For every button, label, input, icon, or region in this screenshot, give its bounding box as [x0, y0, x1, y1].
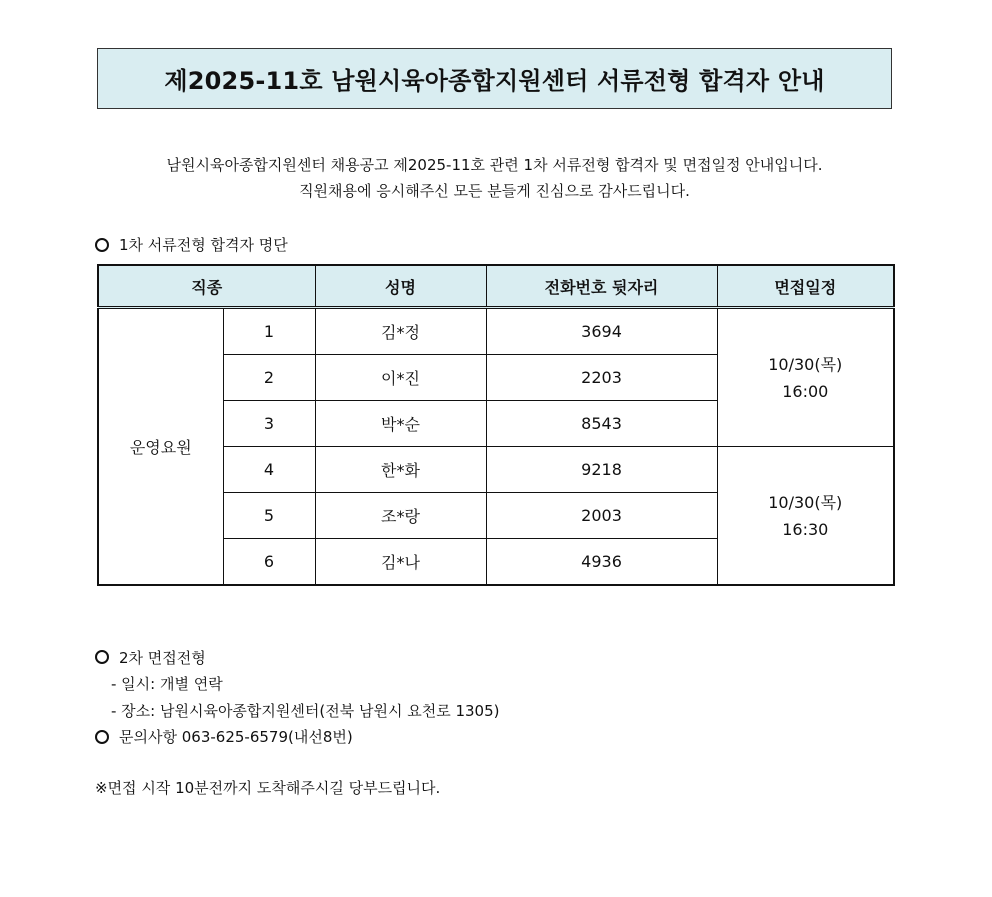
row-number: 3	[223, 401, 315, 447]
contact-line	[95, 724, 499, 751]
intro-text	[97, 152, 892, 204]
section-2-heading	[95, 644, 499, 671]
interview-place-line: - 장소: 남원시육아종합지원센터(전북 남원시 요천로 1305)	[111, 701, 500, 720]
job-type-cell: 운영요원	[98, 308, 223, 586]
schedule-date: 10/30(목)	[768, 492, 843, 512]
row-number: 5	[223, 493, 315, 539]
applicant-name: 박*순	[315, 401, 486, 447]
row-number: 6	[223, 539, 315, 586]
row-number: 2	[223, 355, 315, 401]
table-row	[98, 308, 894, 355]
schedule-date: 10/30(목)	[768, 354, 843, 374]
header-interview: 면접일정	[717, 265, 894, 308]
phone-suffix: 2203	[486, 355, 717, 401]
intro-line-1: 남원시육아종합지원센터 채용공고 제2025-11호 관련 1차 서류전형 합격자 및 면접일정 안내입니다.	[166, 156, 823, 174]
section-1-heading-label: 1차 서류전형 합격자 명단	[119, 236, 288, 254]
header-phone: 전화번호 뒷자리	[486, 265, 717, 308]
circle-bullet-icon	[95, 730, 109, 744]
section-2-heading-label: 2차 면접전형	[119, 648, 206, 667]
page-title: 제2025-11호 남원시육아종합지원센터 서류전형 합격자 안내	[97, 48, 892, 109]
row-number: 4	[223, 447, 315, 493]
schedule-time: 16:00	[782, 381, 829, 401]
section-1-heading	[95, 234, 288, 255]
interview-schedule-2	[717, 447, 894, 586]
interview-schedule-1	[717, 308, 894, 447]
table-header-row	[98, 265, 894, 308]
phone-suffix: 4936	[486, 539, 717, 586]
details-list	[95, 644, 499, 750]
applicant-table	[97, 264, 895, 586]
header-name: 성명	[315, 265, 486, 308]
row-number: 1	[223, 308, 315, 355]
applicant-name: 한*화	[315, 447, 486, 493]
arrival-note: ※면접 시작 10분전까지 도착해주시길 당부드립니다.	[95, 779, 441, 797]
interview-date-line: - 일시: 개별 연락	[111, 675, 223, 694]
circle-bullet-icon	[95, 650, 109, 664]
applicant-name: 김*나	[315, 539, 486, 586]
applicant-name: 김*정	[315, 308, 486, 355]
phone-suffix: 8543	[486, 401, 717, 447]
phone-suffix: 3694	[486, 308, 717, 355]
applicant-name: 이*진	[315, 355, 486, 401]
phone-suffix: 2003	[486, 493, 717, 539]
contact-label: 문의사항 063-625-6579(내선8번)	[119, 728, 353, 747]
intro-line-2: 직원채용에 응시해주신 모든 분들게 진심으로 감사드립니다.	[299, 182, 690, 200]
applicant-name: 조*랑	[315, 493, 486, 539]
phone-suffix: 9218	[486, 447, 717, 493]
header-job: 직종	[98, 265, 315, 308]
circle-bullet-icon	[95, 238, 109, 252]
schedule-time: 16:30	[782, 519, 829, 539]
